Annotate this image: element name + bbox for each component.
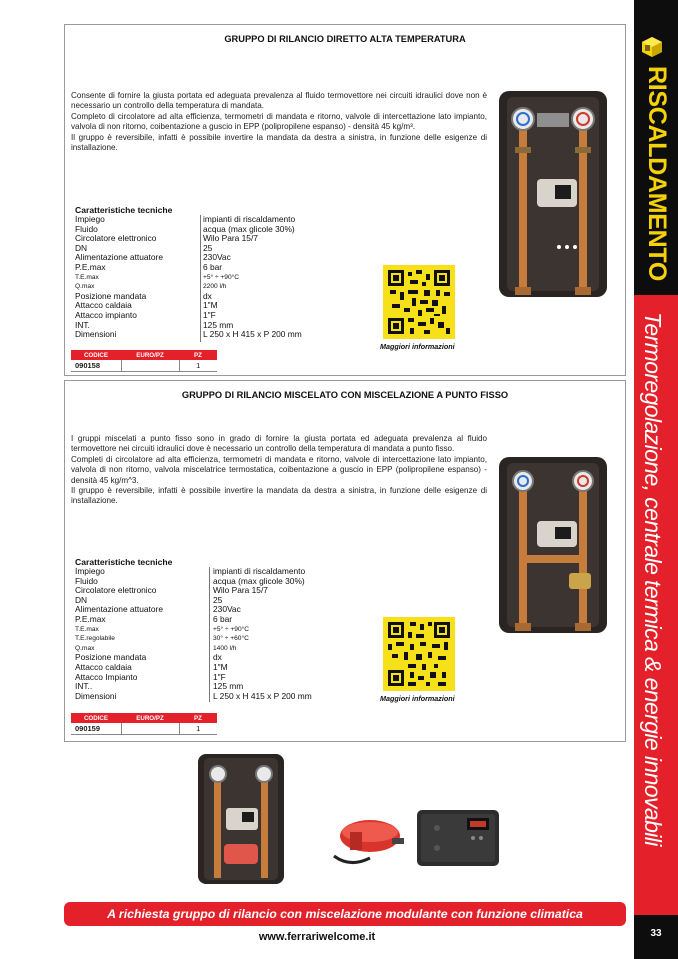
qr-caption: Maggiori informazioni xyxy=(380,694,455,703)
spec-row xyxy=(75,586,375,596)
product-price xyxy=(121,723,179,734)
qr-code[interactable] xyxy=(383,617,455,691)
spec-value: 1"M xyxy=(203,300,218,311)
spec-key: INT. xyxy=(75,319,90,330)
spec-key: Q.max xyxy=(75,644,95,652)
description-paragraph: Completo di circolatore ad alta efficienza, termometri di mandata e ritorno, valvole di intercettazione lato impianto, valvola di non ritorno, coibentazione a guscio in EPP (polipropilene espanso) - densità 45 kg/m³. xyxy=(71,111,487,132)
spec-key: Posizione mandata xyxy=(75,290,147,301)
info-banner xyxy=(64,902,626,926)
spec-value: 230Vac xyxy=(213,604,241,615)
spec-key: Posizione mandata xyxy=(75,652,147,663)
spec-value: L 250 x H 415 x P 200 mm xyxy=(213,690,312,701)
product-photo xyxy=(497,455,609,635)
spec-value: acqua (max glicole 30%) xyxy=(203,223,295,234)
sidebar-category-title: RISCALDAMENTO xyxy=(643,66,671,282)
column-header-code: CODICE xyxy=(71,713,121,723)
spec-key: Alimentazione attuatore xyxy=(75,604,163,615)
spec-key: Alimentazione attuatore xyxy=(75,252,163,263)
spec-key: P.E.max xyxy=(75,614,106,624)
product-description xyxy=(71,91,487,153)
spec-value: dx xyxy=(213,652,222,663)
spec-key: Dimensioni xyxy=(75,690,117,701)
spec-row xyxy=(75,625,375,635)
spec-key: T.E.regolabile xyxy=(75,635,115,643)
actuator-photo xyxy=(330,808,416,872)
spec-value: 230Vac xyxy=(203,252,231,263)
spec-key: Fluido xyxy=(75,575,98,586)
description-paragraph: Il gruppo è reversibile, infatti è possibile invertire la mandata da destra a sinistra, in funzione delle esigenze di installazione. xyxy=(71,486,487,506)
spec-key: Attacco caldaia xyxy=(75,300,132,311)
spec-row xyxy=(75,692,375,702)
spec-value: 1"F xyxy=(213,671,226,682)
spec-value: L 250 x H 415 x P 200 mm xyxy=(203,329,302,340)
spec-key: DN xyxy=(75,242,88,253)
column-header-price: EURO/PZ xyxy=(121,350,179,360)
spec-key: Dimensioni xyxy=(75,329,117,340)
specs-title: Caratteristiche tecniche xyxy=(75,205,173,215)
product-code: 090159 xyxy=(71,723,121,734)
product-code: 090158 xyxy=(71,360,121,371)
product-qty: 1 xyxy=(179,723,217,734)
spec-key: Impiego xyxy=(75,566,105,576)
description-paragraph: I gruppi miscelati a punto fisso sono in grado di fornire la giusta portata ed adeguata prevalenza al fluido termovettore nei circuiti idraulici dove è necessario un controllo della temperatura di mandata a punto fisso. xyxy=(71,434,487,454)
sidebar-section-title: Termoregolazione, centrale termica & energie innovabili xyxy=(640,312,666,846)
spec-value: impianti di riscaldamento xyxy=(203,214,296,224)
spec-value: 6 bar xyxy=(213,614,233,624)
spec-row xyxy=(75,615,375,625)
qr-caption: Maggiori informazioni xyxy=(380,342,455,351)
spec-key: T.E.max xyxy=(75,625,99,633)
spec-key: P.E.max xyxy=(75,262,106,272)
spec-value: impianti di riscaldamento xyxy=(213,566,306,576)
spec-row xyxy=(75,253,375,263)
spec-row xyxy=(75,263,375,273)
spec-key: Q.max xyxy=(75,283,95,291)
website-link[interactable]: www.ferrariwelcome.it xyxy=(258,931,376,943)
qr-code-icon xyxy=(388,270,450,334)
spec-key: Attacco Impianto xyxy=(75,671,138,682)
product-qty: 1 xyxy=(179,360,217,371)
qr-code[interactable] xyxy=(383,265,455,339)
product-photo xyxy=(497,89,609,299)
product-title: GRUPPO DI RILANCIO MISCELATO CON MISCELAZIONE A PUNTO FISSO xyxy=(181,390,509,400)
spec-value: 1"M xyxy=(213,662,228,672)
spec-key: Fluido xyxy=(75,223,98,234)
description-paragraph: Il gruppo è reversibile, infatti è possibile invertire la mandata da destra a sinistra, in funzione delle esigenze di installazione. xyxy=(71,132,487,153)
product-title: GRUPPO DI RILANCIO DIRETTO ALTA TEMPERATURA xyxy=(224,34,466,44)
spec-value: +5° ÷ +90°C xyxy=(203,273,240,281)
spec-key: Circolatore elettronico xyxy=(75,585,157,596)
category-cube-icon xyxy=(641,36,663,58)
spec-value: 1400 l/h xyxy=(213,644,237,652)
description-paragraph: Completi di circolatore ad alta efficienza, termometri di mandata e ritorno, valvole di intercettazione lato impianto, valvola di non ritorno, valvola miscelatrice termostatica, coibentazione a guscio in EPP (polipropilene espanso) - densità 45 kg/m^3. xyxy=(71,454,487,485)
banner-text: A richiesta gruppo di rilancio con miscelazione modulante con funzione climatica xyxy=(107,907,583,921)
spec-value: Wilo Para 15/7 xyxy=(213,585,268,596)
description-paragraph: Consente di fornire la giusta portata ed adeguata prevalenza al fluido termovettore nei circuiti idraulici dove non è necessario un controllo della temperatura di mandata. xyxy=(71,91,487,111)
product-price xyxy=(121,360,179,371)
spec-row xyxy=(75,330,375,340)
column-header-qty: PZ xyxy=(179,350,217,360)
spec-value: 1"F xyxy=(203,310,216,320)
spec-key: Attacco impianto xyxy=(75,310,137,320)
product-card-090158 xyxy=(64,24,626,376)
spec-value: dx xyxy=(203,290,212,301)
spec-value: 125 mm xyxy=(203,319,234,330)
page-number: 33 xyxy=(650,928,662,939)
spec-value: 25 xyxy=(203,242,213,253)
spec-value: 125 mm xyxy=(213,681,244,692)
product-card-090159 xyxy=(64,380,626,742)
product-description xyxy=(71,434,487,507)
modulating-group-photo xyxy=(196,752,286,886)
spec-key: Impiego xyxy=(75,214,105,224)
spec-key: DN xyxy=(75,594,88,605)
spec-row xyxy=(75,234,375,244)
spec-value: Wilo Para 15/7 xyxy=(203,233,258,244)
spec-value: 2200 l/h xyxy=(203,283,227,291)
column-header-code: CODICE xyxy=(71,350,121,360)
controller-photo xyxy=(415,806,501,870)
spec-value: acqua (max glicole 30%) xyxy=(213,575,305,586)
qr-code-icon xyxy=(388,622,450,686)
spec-key: Attacco caldaia xyxy=(75,662,132,672)
price-table xyxy=(71,713,217,735)
spec-value: +5° ÷ +90°C xyxy=(213,625,250,633)
spec-key: Circolatore elettronico xyxy=(75,233,157,244)
spec-value: 30° ÷ +60°C xyxy=(213,635,249,643)
spec-row xyxy=(75,273,375,283)
spec-value: 6 bar xyxy=(203,262,223,272)
column-header-qty: PZ xyxy=(179,713,217,723)
table-row xyxy=(71,360,217,371)
table-row xyxy=(71,723,217,734)
spec-row xyxy=(75,634,375,644)
spec-key: INT.. xyxy=(75,681,93,692)
spec-value: 25 xyxy=(213,594,223,605)
price-table xyxy=(71,350,217,372)
specs-title: Caratteristiche tecniche xyxy=(75,557,173,567)
spec-key: T.E.max xyxy=(75,273,99,281)
column-header-price: EURO/PZ xyxy=(121,713,179,723)
